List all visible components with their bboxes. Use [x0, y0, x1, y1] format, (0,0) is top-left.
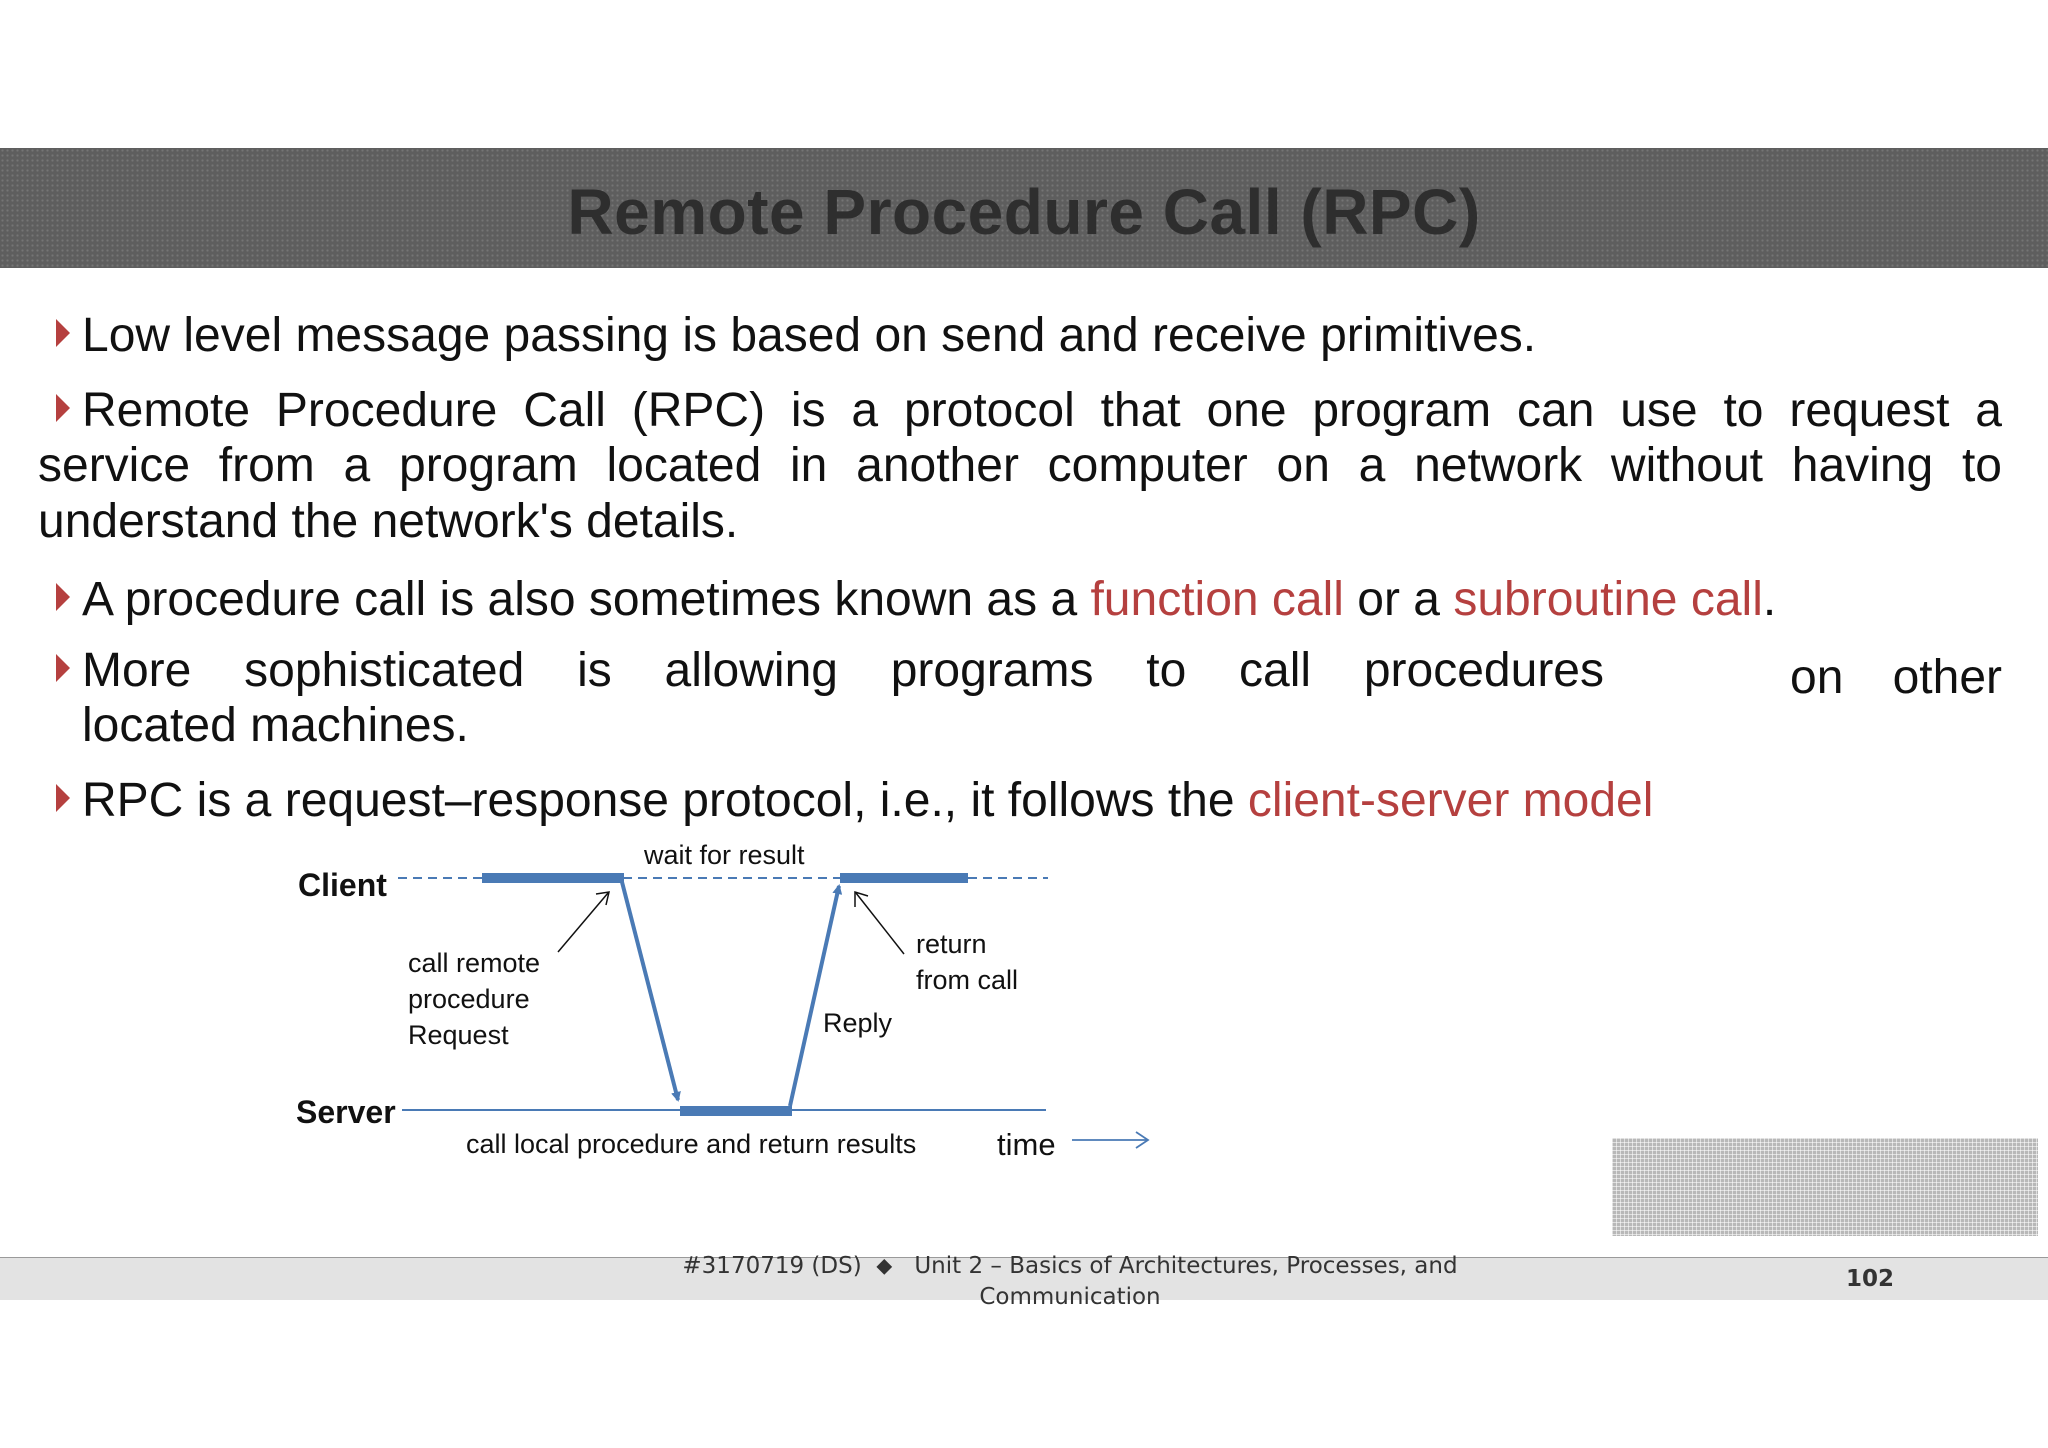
return-label-2: from call: [916, 965, 1019, 995]
server-label: Server: [296, 1094, 396, 1130]
bullet-3: A procedure call is also sometimes known as a function call or a subroutine call.: [36, 572, 2016, 627]
bullet-4-right: on other: [1790, 651, 2002, 704]
slide-title: Remote Procedure Call (RPC): [567, 176, 1481, 248]
return-pointer: [856, 893, 904, 954]
request-arrow: [622, 882, 678, 1100]
footer-course-info: [640, 1251, 1500, 1313]
return-label-1: return: [916, 929, 987, 959]
call-remote-label-2: procedure: [408, 984, 530, 1014]
time-label: time: [997, 1127, 1056, 1162]
reply-label: Reply: [823, 1008, 893, 1038]
watermark-block: [1612, 1138, 2038, 1236]
bullet-1-text: Low level message passing is based on send and receive primitives.: [82, 309, 1537, 362]
call-remote-label-1: call remote: [408, 948, 541, 978]
client-label: Client: [298, 867, 387, 903]
bullet-4-line-1: More sophisticated is allowing programs to call procedures: [36, 643, 1604, 698]
client-server-highlight: client-server model: [1247, 774, 1654, 827]
request-label: Request: [408, 1020, 509, 1050]
bullet-5: RPC is a request–response protocol, i.e., it follows the client-server model: [36, 773, 2016, 828]
page-number: 102: [1845, 1266, 1894, 1292]
footer-course-line-1: #3170719 (DS) ⬥ Unit 2 – Basics of Architectures, Processes, and: [682, 1253, 1458, 1279]
bullet-2-line-3: understand the network's details.: [38, 495, 739, 548]
reply-arrow: [790, 886, 839, 1106]
wait-label: wait for result: [644, 840, 805, 870]
subroutine-call-highlight: subroutine call: [1453, 573, 1763, 626]
call-remote-pointer: [558, 893, 608, 952]
bullet-4-line-2: located machines.: [82, 699, 469, 752]
bullet-2-line-1: Remote Procedure Call (RPC) is a protocol that one program can use to request a: [36, 383, 2002, 438]
local-procedure-label: call local procedure and return results: [466, 1129, 917, 1159]
bullet-2-line-2: service from a program located in another computer on a network without having to: [38, 439, 2002, 492]
function-call-highlight: function call: [1090, 573, 1344, 626]
footer-course-line-2: Communication: [979, 1284, 1161, 1310]
